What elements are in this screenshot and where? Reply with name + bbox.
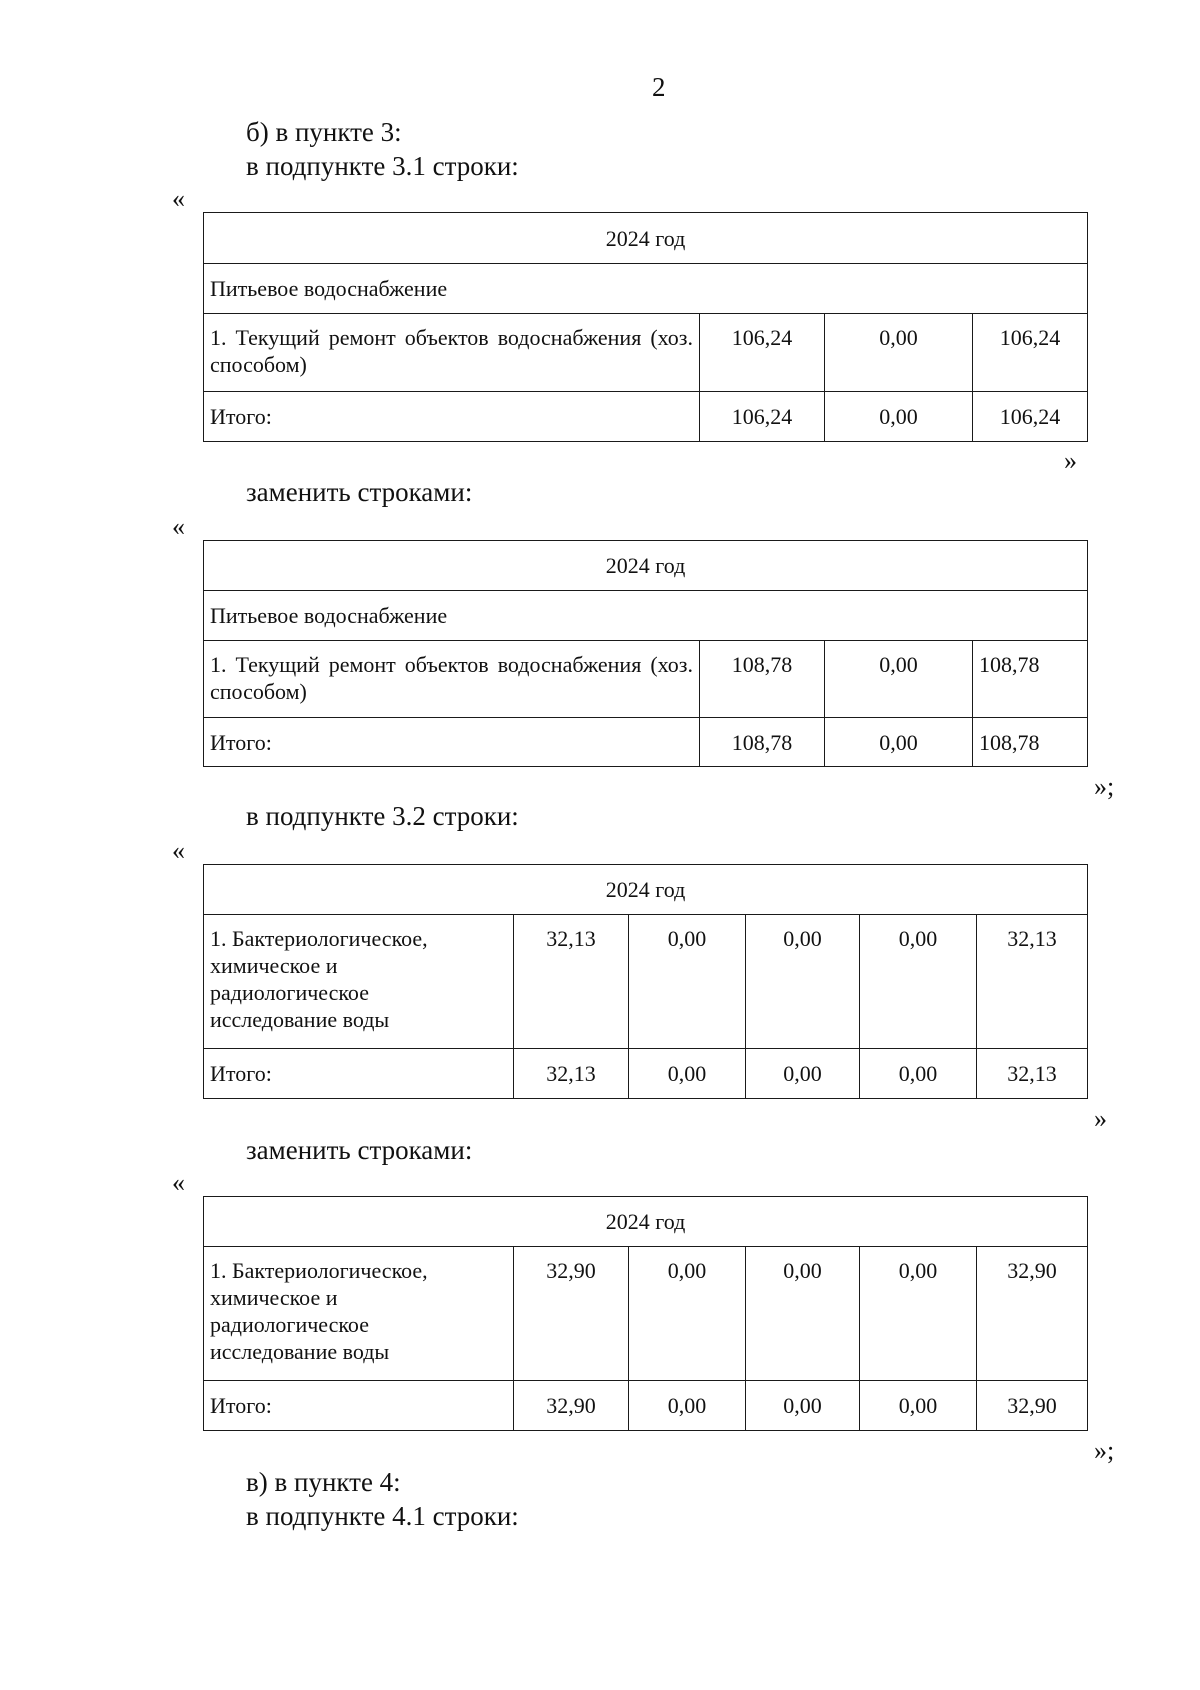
row-label-line: радиологическое <box>210 980 369 1005</box>
total-label: Итого: <box>204 1381 514 1431</box>
section-header: Питьевое водоснабжение <box>204 591 1088 641</box>
total-value: 32,90 <box>977 1381 1088 1431</box>
row-label <box>204 915 514 1049</box>
row-value: 108,78 <box>973 641 1088 718</box>
total-value: 0,00 <box>746 1049 860 1099</box>
row-value: 32,13 <box>514 915 629 1049</box>
close-quote-semicolon: »; <box>1094 1436 1115 1465</box>
total-value: 0,00 <box>825 392 973 442</box>
table-3-2-new <box>203 1196 1088 1431</box>
row-value: 0,00 <box>860 915 977 1049</box>
row-value: 0,00 <box>629 915 746 1049</box>
total-value: 0,00 <box>629 1381 746 1431</box>
row-value: 32,90 <box>514 1247 629 1381</box>
total-value: 108,78 <box>700 718 825 767</box>
table-3-1-old <box>203 212 1088 442</box>
subitem-3-1-heading: в подпункте 3.1 строки: <box>246 151 519 181</box>
row-value: 0,00 <box>629 1247 746 1381</box>
row-label-line: исследование воды <box>210 1339 390 1364</box>
close-quote-semicolon: »; <box>1094 772 1115 801</box>
table-3-2-old <box>203 864 1088 1099</box>
subitem-4-1-heading: в подпункте 4.1 строки: <box>246 1501 519 1531</box>
row-value: 0,00 <box>825 314 973 392</box>
year-header: 2024 год <box>204 1197 1088 1247</box>
row-value: 0,00 <box>746 915 860 1049</box>
open-quote: « <box>172 1168 185 1197</box>
total-value: 0,00 <box>860 1381 977 1431</box>
close-quote: » <box>1094 1104 1107 1133</box>
replace-heading: заменить строками: <box>246 1135 473 1165</box>
total-value: 108,78 <box>973 718 1088 767</box>
total-value: 106,24 <box>973 392 1088 442</box>
row-value: 0,00 <box>860 1247 977 1381</box>
item-b-heading: б) в пункте 3: <box>246 117 402 147</box>
item-v-heading: в) в пункте 4: <box>246 1467 401 1497</box>
section-header: Питьевое водоснабжение <box>204 264 1088 314</box>
year-header: 2024 год <box>204 865 1088 915</box>
total-value: 32,13 <box>977 1049 1088 1099</box>
total-value: 0,00 <box>860 1049 977 1099</box>
replace-heading: заменить строками: <box>246 477 473 507</box>
row-label-line: химическое и <box>210 953 338 978</box>
total-value: 0,00 <box>825 718 973 767</box>
row-value: 32,90 <box>977 1247 1088 1381</box>
open-quote: « <box>172 512 185 541</box>
close-quote: » <box>1064 446 1077 475</box>
row-value: 108,78 <box>700 641 825 718</box>
total-label: Итого: <box>204 1049 514 1099</box>
subitem-3-2-heading: в подпункте 3.2 строки: <box>246 801 519 831</box>
year-header: 2024 год <box>204 213 1088 264</box>
total-label: Итого: <box>204 392 700 442</box>
row-label-line: химическое и <box>210 1285 338 1310</box>
row-value: 32,13 <box>977 915 1088 1049</box>
row-value: 0,00 <box>746 1247 860 1381</box>
page-number: 2 <box>652 72 666 102</box>
row-label: 1. Текущий ремонт объектов водоснабжения (хоз. способом) <box>204 641 700 718</box>
open-quote: « <box>172 184 185 213</box>
year-header: 2024 год <box>204 541 1088 591</box>
row-label-line: радиологическое <box>210 1312 369 1337</box>
total-value: 32,90 <box>514 1381 629 1431</box>
row-value: 0,00 <box>825 641 973 718</box>
total-value: 32,13 <box>514 1049 629 1099</box>
open-quote: « <box>172 836 185 865</box>
row-label-line: исследование воды <box>210 1007 390 1032</box>
row-value: 106,24 <box>700 314 825 392</box>
total-value: 0,00 <box>746 1381 860 1431</box>
total-value: 0,00 <box>629 1049 746 1099</box>
row-label: 1. Текущий ремонт объектов водоснабжения (хоз. способом) <box>204 314 700 392</box>
table-3-1-new <box>203 540 1088 767</box>
row-value: 106,24 <box>973 314 1088 392</box>
total-value: 106,24 <box>700 392 825 442</box>
total-label: Итого: <box>204 718 700 767</box>
row-label-line: 1. Бактериологическое, <box>210 1258 428 1283</box>
row-label <box>204 1247 514 1381</box>
row-label-line: 1. Бактериологическое, <box>210 926 428 951</box>
